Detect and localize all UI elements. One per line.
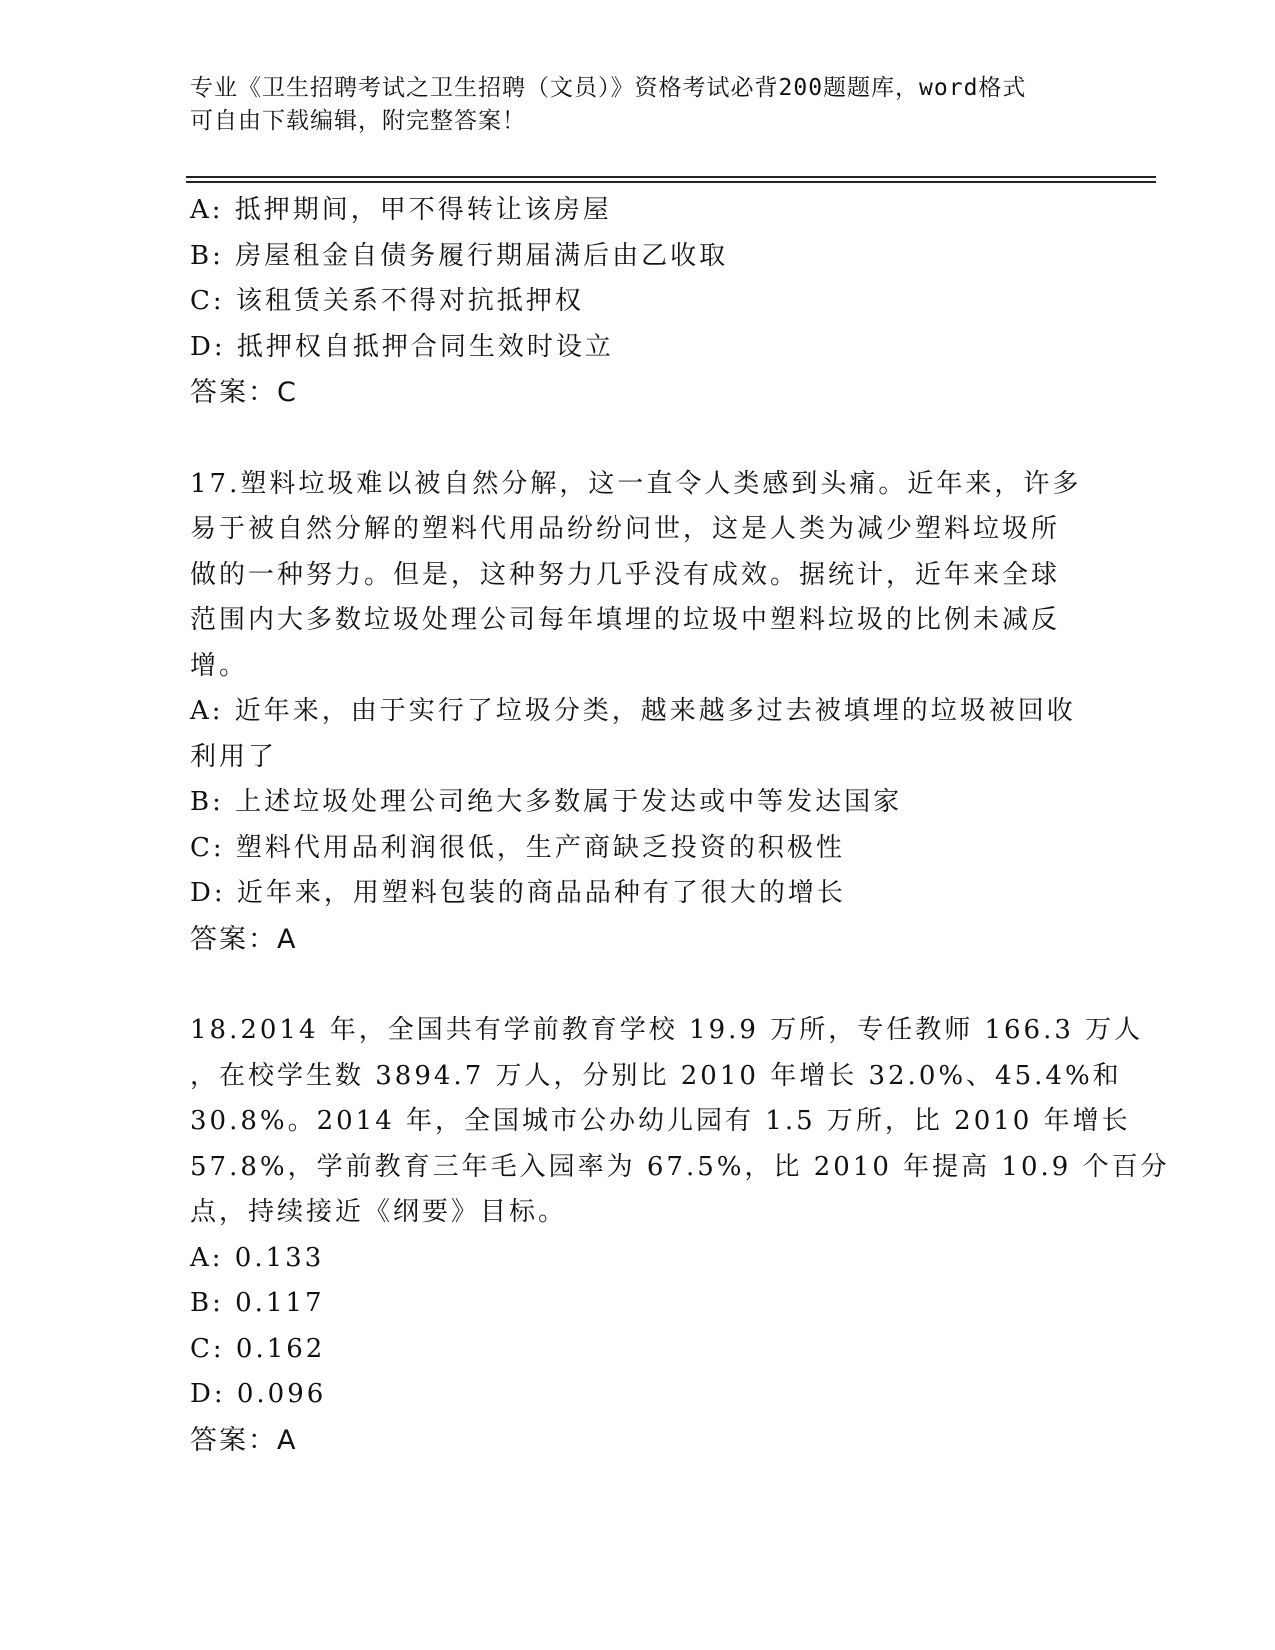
- answer: 答案：A: [190, 1424, 298, 1456]
- question-stem-line: 做的一种努力。但是，这种努力几乎没有成效。据统计，近年来全球: [190, 559, 1061, 590]
- question-16: [190, 188, 1090, 416]
- option-a-continued: 利用了: [190, 741, 278, 772]
- header-line-1: 专业《卫生招聘考试之卫生招聘（文员）》资格考试必背200题题库，word格式: [190, 75, 1027, 101]
- option-c: C: 0.162: [190, 1333, 326, 1364]
- option-b: B: 房屋租金自债务履行期届满后由乙收取: [190, 240, 729, 271]
- header-line-2: 可自由下载编辑，附完整答案！: [190, 108, 526, 134]
- question-17: [190, 462, 1090, 963]
- question-stem-line: 范围内大多数垃圾处理公司每年填埋的垃圾中塑料垃圾的比例未减反: [190, 605, 1061, 635]
- option-b: B: 上述垃圾处理公司绝大多数属于发达或中等发达国家: [190, 787, 903, 817]
- document-body: [190, 188, 1170, 1463]
- option-a: A: 抵押期间，甲不得转让该房屋: [190, 195, 612, 225]
- option-c: C: 该租赁关系不得对抗抵押权: [190, 286, 584, 316]
- option-c: C: 塑料代用品利润很低，生产商缺乏投资的积极性: [190, 832, 845, 863]
- spacer: [190, 416, 1090, 462]
- option-d: D: 近年来，用塑料包装的商品品种有了很大的增长: [190, 878, 846, 908]
- spacer: [190, 962, 1090, 1008]
- question-stem-line: 17.塑料垃圾难以被自然分解，这一直令人类感到头痛。近年来，许多: [190, 468, 1082, 499]
- option-d: D: 0.096: [190, 1379, 327, 1409]
- question-18: [190, 1008, 1170, 1463]
- question-stem-line: ，在校学生数 3894.7 万人，分别比 2010 年增长 32.0%、45.4%和: [190, 1060, 1122, 1091]
- question-stem-line: 易于被自然分解的塑料代用品纷纷问世，这是人类为减少塑料垃圾所: [190, 514, 1061, 544]
- question-stem-line: 增。: [190, 650, 249, 681]
- question-stem-line: 点，持续接近《纲要》目标。: [190, 1197, 568, 1227]
- option-d: D: 抵押权自抵押合同生效时设立: [190, 331, 614, 362]
- header-divider-bottom: [186, 181, 1156, 183]
- option-a: A: 近年来，由于实行了垃圾分类，越来越多过去被填埋的垃圾被回收: [190, 696, 1076, 726]
- question-stem-line: 18.2014 年，全国共有学前教育学校 19.9 万所，专任教师 166.3 万人: [190, 1015, 1144, 1045]
- question-stem-line: 30.8%。2014 年，全国城市公办幼儿园有 1.5 万所，比 2010 年增长: [190, 1106, 1131, 1136]
- question-stem-line: 57.8%，学前教育三年毛入园率为 67.5%，比 2010 年提高 10.9 个百分: [190, 1151, 1170, 1182]
- option-b: B: 0.117: [190, 1288, 325, 1318]
- answer: 答案：C: [190, 377, 298, 408]
- document-header: [190, 72, 1070, 138]
- option-a: A: 0.133: [190, 1242, 325, 1273]
- answer: 答案：A: [190, 923, 298, 955]
- header-divider-top: [186, 176, 1156, 178]
